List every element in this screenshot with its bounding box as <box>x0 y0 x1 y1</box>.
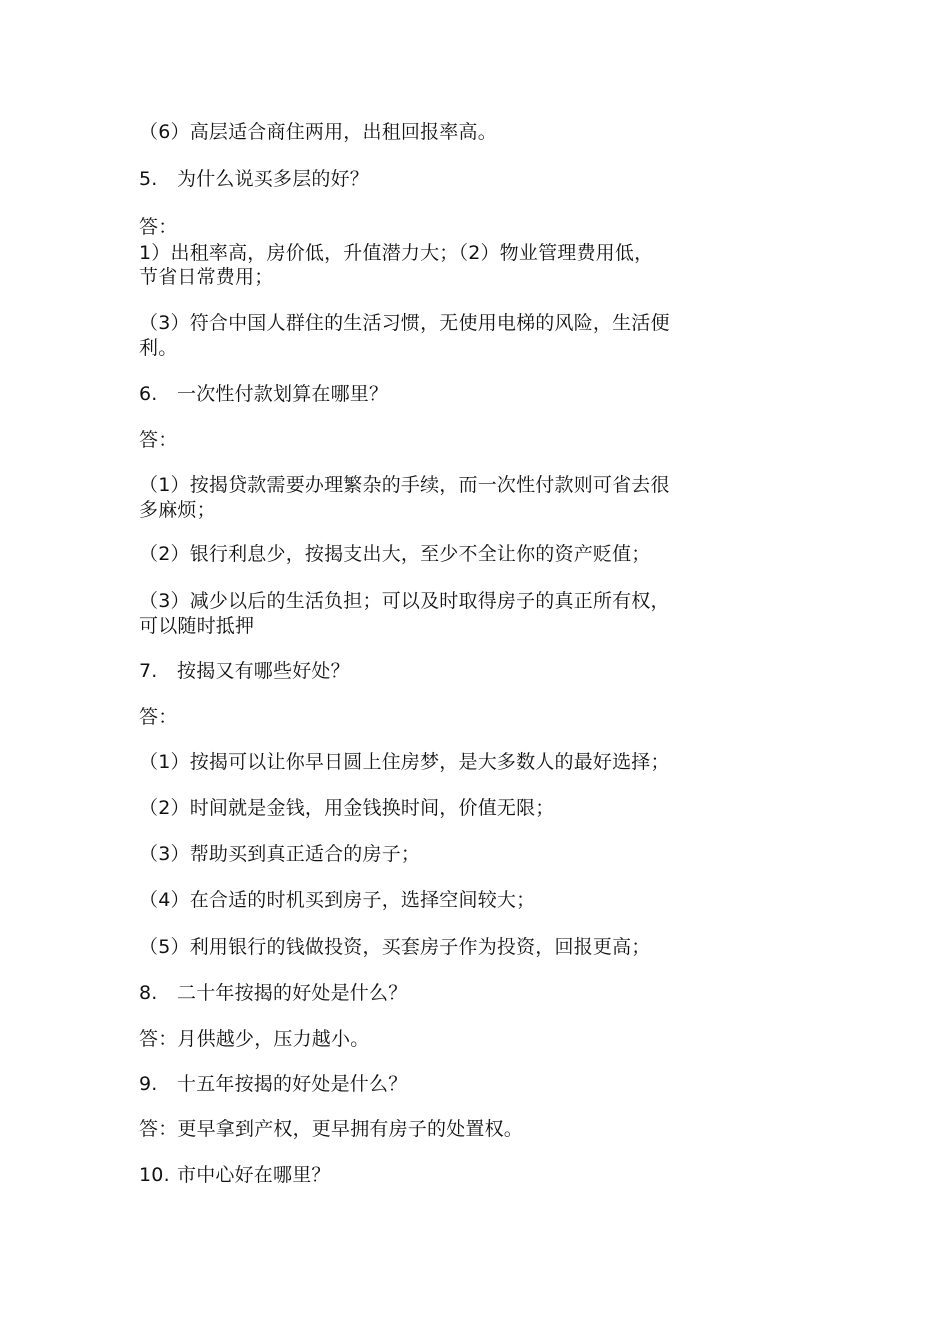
question-10 <box>139 1163 739 1187</box>
question-number: 7. <box>139 660 158 682</box>
answer-item: （2）银行利息少，按揭支出大，至少不全让你的资产贬值； <box>139 543 651 565</box>
answer-item: 1）出租率高，房价低，升值潜力大；（2）物业管理费用低， <box>139 242 654 264</box>
answer-item: （1）按揭可以让你早日圆上住房梦，是大多数人的最好选择； <box>139 751 670 773</box>
answer-text: 答：月供越少，压力越小。 <box>139 1028 370 1050</box>
question-text: 按揭又有哪些好处？ <box>177 660 350 682</box>
answer-item: （1）按揭贷款需要办理繁杂的手续，而一次性付款则可省去很 <box>139 474 670 496</box>
question-number: 5. <box>139 168 158 190</box>
answer-label: 答： <box>139 429 178 451</box>
answer-item: （5）利用银行的钱做投资，买套房子作为投资，回报更高； <box>139 936 651 958</box>
question-9 <box>139 1072 739 1096</box>
question-text: 一次性付款划算在哪里？ <box>177 383 389 405</box>
question-5 <box>139 167 739 191</box>
question-text: 为什么说买多层的好？ <box>177 168 370 190</box>
answer-item: 利。 <box>139 337 178 359</box>
question-8 <box>139 981 739 1005</box>
answer-item: （2）时间就是金钱，用金钱换时间，价值无限； <box>139 797 555 819</box>
question-6 <box>139 382 739 406</box>
question-number: 6. <box>139 383 158 405</box>
answer-item: 多麻烦； <box>139 499 216 521</box>
answer-item: （6）高层适合商住两用，出租回报率高。 <box>139 121 497 143</box>
answer-item: 节省日常费用； <box>139 266 274 288</box>
answer-label: 答： <box>139 706 178 728</box>
question-text: 市中心好在哪里？ <box>177 1164 331 1186</box>
answer-item: （3）减少以后的生活负担；可以及时取得房子的真正所有权， <box>139 590 670 612</box>
question-text: 十五年按揭的好处是什么？ <box>177 1073 408 1095</box>
answer-item: （3）帮助买到真正适合的房子； <box>139 843 421 865</box>
question-number: 8. <box>139 982 158 1004</box>
answer-item: （4）在合适的时机买到房子，选择空间较大； <box>139 889 536 911</box>
question-7 <box>139 659 739 683</box>
answer-item: （3）符合中国人群住的生活习惯，无使用电梯的风险，生活便 <box>139 312 670 334</box>
question-text: 二十年按揭的好处是什么？ <box>177 982 408 1004</box>
question-number: 10. <box>139 1164 170 1186</box>
answer-text: 答：更早拿到产权，更早拥有房子的处置权。 <box>139 1118 524 1140</box>
answer-label: 答： <box>139 216 178 238</box>
question-number: 9. <box>139 1073 158 1095</box>
answer-item: 可以随时抵押 <box>139 615 255 637</box>
